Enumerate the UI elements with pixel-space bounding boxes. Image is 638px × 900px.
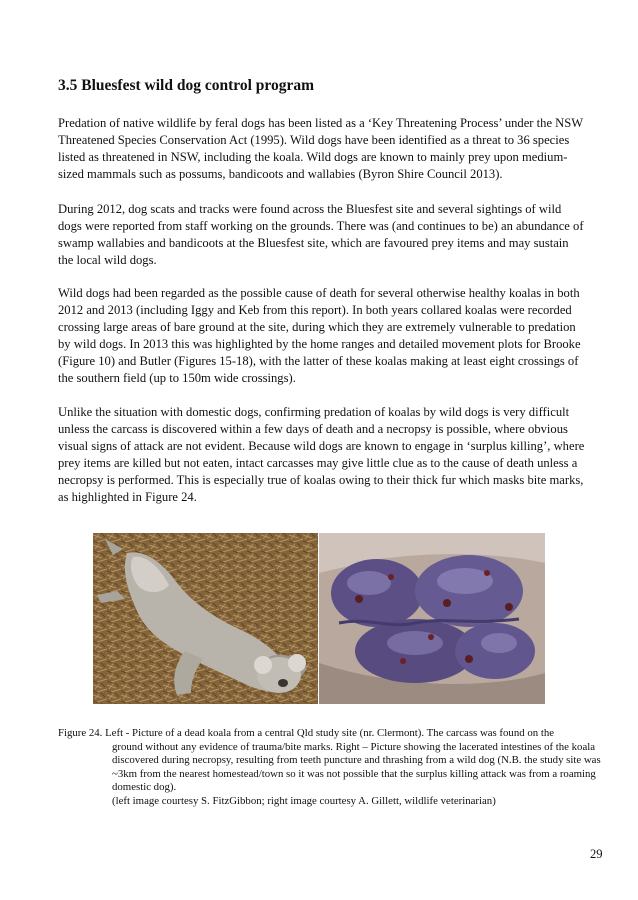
caption-credit: (left image courtesy S. FitzGibbon; right image courtesy A. Gillett, wildlife veterinarian) xyxy=(112,794,496,807)
figure-24 xyxy=(93,533,545,704)
caption-continuation: ground without any evidence of trauma/bite marks. Right – Picture showing the lacerated intestines of the koala discovered during necropsy, resulting from teeth puncture and thrashing from a wild dog (N.B. the study site was ~3km from the nearest homestead/town so it was not possible that the surplus killing attack was from a roaming domestic dog). xyxy=(112,740,601,794)
caption-first-line: Figure 24. Left - Picture of a dead koala from a central Qld study site (nr. Clermont). The carcass was found on the xyxy=(58,727,555,739)
intestines-necropsy-photo xyxy=(319,533,545,704)
page-number: 29 xyxy=(590,847,603,861)
paragraph-koala-deaths: Wild dogs had been regarded as the possible cause of death for several otherwise healthy koalas in both 2012 and 2013 (including Iggy and Keb from this report). In both years collared koalas were recorded crossing large areas of bare ground at the site, during which they are extremely vulnerable to predation by wild dogs. In 2013 this was highlighted by the home ranges and detailed movement plots for Brooke (Figure 10) and Butler (Figures 15-18), with the latter of these koalas making at least eight crossings of the southern field (up to 150m wide crossings). xyxy=(58,286,581,385)
paragraph-confirming-predation: Unlike the situation with domestic dogs, confirming predation of koalas by wild dogs is very difficult unless the carcass is discovered within a few days of death and a necropsy is possible, where obvious visual signs of attack are not evident. Because wild dogs are known to engage in ‘surplus killing’, where prey items are killed but not eaten, intact carcasses may give little clue as to the cause of death unless a necropsy is performed. This is especially true of koalas owing to their thick fur which masks bite marks, as highlighted in Figure 24. xyxy=(58,405,585,504)
section-heading: 3.5 Bluesfest wild dog control program xyxy=(58,77,315,94)
paragraph-dog-sightings: During 2012, dog scats and tracks were found across the Bluesfest site and several sightings of wild dogs were reported from staff working on the grounds. There was (and continues to be) an abundance of swamp wallabies and bandicoots at the Bluesfest site, which are favoured prey items and may sustain the local wild dogs. xyxy=(58,202,584,267)
dead-koala-photo xyxy=(93,533,318,704)
figure-caption xyxy=(58,727,603,809)
paragraph-predation: Predation of native wildlife by feral dogs has been listed as a ‘Key Threatening Process’ under the NSW Threatened Species Conservation Act (1995). Wild dogs have been identified as a threat to 36 species listed as threatened in NSW, including the koala. Wild dogs are known to mainly prey upon medium-sized mammals such as possums, bandicoots and wallabies (Byron Shire Council 2013). xyxy=(58,116,583,181)
